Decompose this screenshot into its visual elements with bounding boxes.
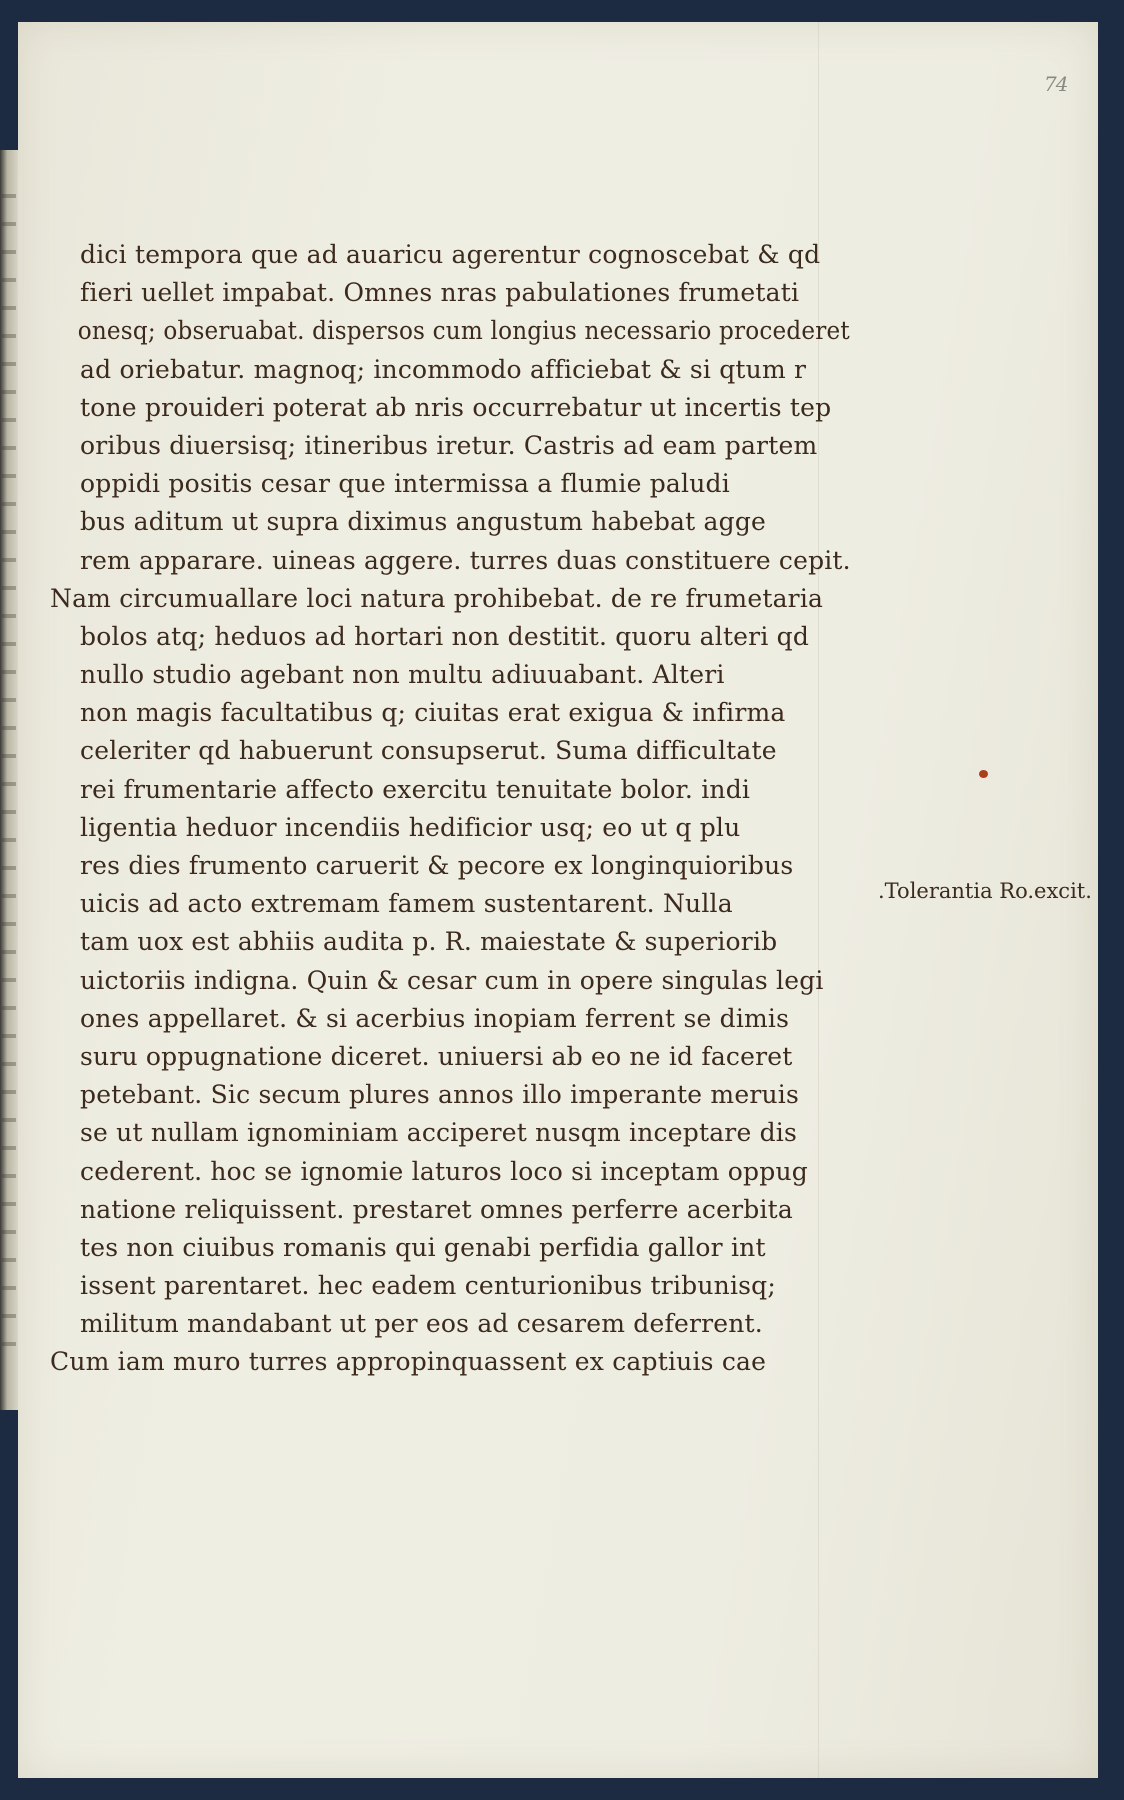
manuscript-line: petebant. Sic secum plures annos illo imperante meruis	[80, 1080, 800, 1110]
manuscript-line-initial: Nam circumuallare loci natura prohibebat. de re frumetaria	[50, 583, 824, 613]
manuscript-line: fieri uellet impabat. Omnes nras pabulationes frumetati	[80, 278, 800, 308]
manuscript-line: bolos atq; heduos ad hortari non destitit. quoru alteri qd	[80, 621, 810, 651]
ink-spot	[979, 770, 988, 778]
manuscript-line: bus aditum ut supra diximus angustum habebat agge	[80, 507, 767, 537]
manuscript-line: cederent. hoc se ignomie laturos loco si inceptam oppug	[80, 1156, 808, 1186]
manuscript-line: suru oppugnatione diceret. uniuersi ab eo ne id faceret	[80, 1041, 793, 1071]
manuscript-line: dici tempora que ad auaricu agerentur cognoscebat & qd	[80, 240, 821, 269]
manuscript-line: celeriter qd habuerunt consupserut. Suma difficultate	[80, 736, 777, 766]
manuscript-line: tam uox est abhiis audita p. R. maiestate & superiorib	[80, 927, 778, 957]
manuscript-line: non magis facultatibus q; ciuitas erat exigua & infirma	[80, 698, 786, 728]
manuscript-line: rem apparare. uineas aggere. turres duas constituere cepit.	[79, 545, 851, 575]
manuscript-line: ad oriebatur. magnoq; incommodo afficiebat & si qtum r	[80, 354, 807, 384]
manuscript-line: oppidi positis cesar que intermissa a flumie paludi	[80, 469, 730, 499]
manuscript-line: uictoriis indigna. Quin & cesar cum in opere singulas legi	[80, 965, 824, 995]
manuscript-line: onesq; obseruabat. dispersos cum longius necessario procederet	[77, 316, 850, 346]
manuscript-line-initial: Cum iam muro turres appropinquassent ex captiuis cae	[50, 1347, 767, 1377]
manuscript-line: res dies frumento caruerit & pecore ex longinquioribus	[80, 851, 794, 880]
manuscript-line: ones appellaret. & si acerbius inopiam ferrent se dimis	[80, 1003, 790, 1033]
manuscript-line: ligentia heduor incendiis hedificior usq; eo ut q plu	[80, 812, 741, 842]
manuscript-text-block	[50, 236, 851, 1382]
manuscript-line: se ut nullam ignominiam acciperet nusqm inceptare dis	[80, 1118, 798, 1148]
manuscript-line: oribus diuersisq; itineribus iretur. Castris ad eam partem	[80, 430, 818, 460]
manuscript-line: tone prouideri poterat ab nris occurrebatur ut incertis tep	[80, 392, 832, 422]
folio-number: 74	[1044, 72, 1068, 96]
manuscript-line: issent parentaret. hec eadem centurionibus tribunisq;	[80, 1271, 777, 1301]
manuscript-line: uicis ad acto extremam famem sustentarent. Nulla	[80, 889, 733, 919]
marginal-note: .Tolerantia Ro.excit.	[878, 879, 1092, 903]
manuscript-line: natione reliquissent. prestaret omnes perferre acerbita	[80, 1194, 794, 1224]
manuscript-line: rei frumentarie affecto exercitu tenuitate bolor. indi	[80, 774, 751, 804]
manuscript-line: tes non ciuibus romanis qui genabi perfidia gallor int	[80, 1232, 766, 1262]
manuscript-line: nullo studio agebant non multu adiuuabant. Alteri	[80, 660, 725, 690]
manuscript-page	[18, 22, 1098, 1778]
manuscript-line: militum mandabant ut per eos ad cesarem deferrent.	[80, 1309, 763, 1339]
facing-page-text-edge	[2, 170, 16, 1350]
